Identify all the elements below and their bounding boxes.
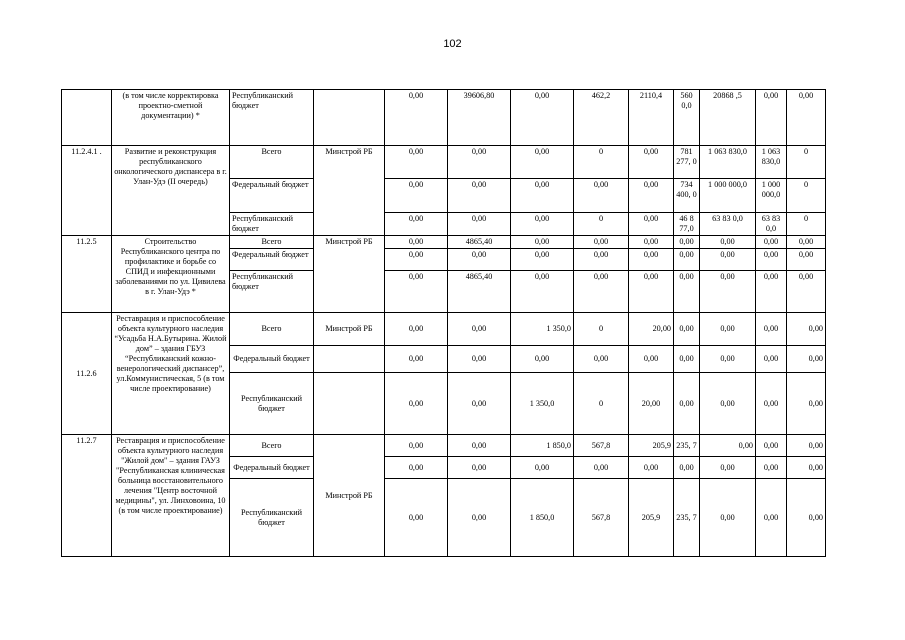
value-cell: 4865,40	[448, 236, 511, 249]
value-cell: 0,00	[756, 313, 787, 346]
value-cell: 63 83 0,0	[756, 213, 787, 236]
table-row	[62, 90, 826, 146]
value-cell: 0,00	[448, 479, 511, 557]
value-cell: 0,00	[511, 179, 574, 213]
value-cell: 0,00	[787, 373, 826, 435]
code-cell: 11.2.7	[62, 435, 112, 557]
value-cell: 0,00	[511, 146, 574, 179]
value-cell: 46 8 77,0	[674, 213, 700, 236]
measure-name-cell: Строительство Республиканского центра по профилактике и борьбе со СПИД и инфекционными заболеваниями по ул. Цивилева в г. Улан-Удэ *	[112, 236, 230, 313]
value-cell: 0,00	[448, 373, 511, 435]
value-cell: 0,00	[385, 457, 448, 479]
executor-cell: Минстрой РБ	[314, 236, 385, 313]
value-cell: 0	[787, 179, 826, 213]
code-cell: 11.2.6	[62, 313, 112, 435]
value-cell: 0,00	[674, 313, 700, 346]
value-cell: 1 063 830,0	[756, 146, 787, 179]
value-cell: 39606,80	[448, 90, 511, 146]
funding-source-cell: Всего	[230, 236, 314, 249]
funding-source-cell: Всего	[230, 313, 314, 346]
value-cell: 734 400, 0	[674, 179, 700, 213]
value-cell: 0,00	[385, 271, 448, 313]
value-cell: 205,9	[629, 435, 674, 457]
value-cell: 0,00	[511, 236, 574, 249]
value-cell: 0,00	[574, 179, 629, 213]
value-cell: 0,00	[787, 313, 826, 346]
value-cell: 0,00	[574, 236, 629, 249]
value-cell: 0,00	[674, 457, 700, 479]
executor-cell	[314, 373, 385, 435]
value-cell: 0,00	[787, 90, 826, 146]
value-cell: 0,00	[756, 435, 787, 457]
value-cell: 0,00	[511, 90, 574, 146]
value-cell: 1 850,0	[511, 479, 574, 557]
value-cell: 0,00	[787, 271, 826, 313]
value-cell: 0,00	[700, 373, 756, 435]
value-cell: 0	[787, 146, 826, 179]
code-cell: 11.2.4.1 .	[62, 146, 112, 236]
funding-source-cell: Республиканский бюджет	[230, 213, 314, 236]
value-cell: 0,00	[787, 249, 826, 271]
value-cell: 0,00	[629, 271, 674, 313]
value-cell: 0,00	[511, 271, 574, 313]
value-cell: 560 0,0	[674, 90, 700, 146]
value-cell: 0,00	[511, 213, 574, 236]
executor-cell: Минстрой РБ	[314, 435, 385, 557]
value-cell: 0,00	[787, 346, 826, 373]
funding-source-cell: Федеральный бюджет	[230, 346, 314, 373]
value-cell: 0,00	[385, 313, 448, 346]
funding-source-cell: Республиканский бюджет	[230, 373, 314, 435]
value-cell: 0,00	[787, 435, 826, 457]
funding-source-cell: Всего	[230, 435, 314, 457]
value-cell: 0,00	[385, 373, 448, 435]
value-cell: 0,00	[756, 457, 787, 479]
value-cell: 0,00	[674, 271, 700, 313]
value-cell: 781 277, 0	[674, 146, 700, 179]
value-cell: 0,00	[448, 179, 511, 213]
value-cell: 0	[574, 213, 629, 236]
measure-name-cell: Развитие и реконструкция республиканского онкологического диспансера в г. Улан-Удэ (II очередь)	[112, 146, 230, 236]
value-cell: 20,00	[629, 313, 674, 346]
executor-cell	[314, 90, 385, 146]
value-cell: 0,00	[448, 346, 511, 373]
value-cell: 0,00	[787, 479, 826, 557]
value-cell: 0,00	[629, 249, 674, 271]
funding-source-cell: Республиканский бюджет	[230, 271, 314, 313]
value-cell: 0,00	[574, 346, 629, 373]
value-cell: 462,2	[574, 90, 629, 146]
value-cell: 0,00	[448, 313, 511, 346]
value-cell: 0,00	[385, 249, 448, 271]
value-cell: 0,00	[756, 90, 787, 146]
value-cell: 1 063 830,0	[700, 146, 756, 179]
budget-table	[61, 89, 826, 557]
value-cell: 0,00	[385, 236, 448, 249]
value-cell: 20,00	[629, 373, 674, 435]
value-cell: 0,00	[700, 435, 756, 457]
value-cell: 205,9	[629, 479, 674, 557]
value-cell: 0,00	[700, 249, 756, 271]
value-cell: 0,00	[756, 373, 787, 435]
funding-source-cell: Всего	[230, 146, 314, 179]
value-cell: 1 000 000,0	[756, 179, 787, 213]
value-cell: 0,00	[385, 479, 448, 557]
value-cell: 567,8	[574, 479, 629, 557]
value-cell: 0,00	[700, 479, 756, 557]
value-cell: 0,00	[756, 249, 787, 271]
value-cell: 2110,4	[629, 90, 674, 146]
table-row	[62, 236, 826, 249]
value-cell: 0,00	[385, 213, 448, 236]
executor-cell: Минстрой РБ	[314, 146, 385, 236]
value-cell: 0,00	[700, 236, 756, 249]
value-cell: 0,00	[448, 146, 511, 179]
value-cell: 0,00	[700, 313, 756, 346]
value-cell: 1 350,0	[511, 373, 574, 435]
value-cell: 0,00	[385, 435, 448, 457]
value-cell: 0,00	[385, 90, 448, 146]
code-cell	[62, 90, 112, 146]
value-cell: 0,00	[674, 249, 700, 271]
code-cell: 11.2.5	[62, 236, 112, 313]
value-cell: 63 83 0,0	[700, 213, 756, 236]
value-cell: 0,00	[629, 346, 674, 373]
value-cell: 235, 7	[674, 479, 700, 557]
value-cell: 0	[787, 213, 826, 236]
value-cell: 0,00	[385, 179, 448, 213]
measure-name-cell: Реставрация и приспособление объекта культурного наследия “Усадьба Н.А.Бутырина. Жилой дом” – здания ГБУЗ “Республиканский кожно-венерологический диспансер”, ул.Коммунистическая, 5 (в том числе проектирование)	[112, 313, 230, 435]
funding-source-cell: Федеральный бюджет	[230, 179, 314, 213]
value-cell: 1 350,0	[511, 313, 574, 346]
value-cell: 1 850,0	[511, 435, 574, 457]
value-cell: 0,00	[448, 213, 511, 236]
value-cell: 0,00	[700, 457, 756, 479]
value-cell: 0,00	[385, 346, 448, 373]
value-cell: 0,00	[629, 146, 674, 179]
value-cell: 0,00	[674, 236, 700, 249]
value-cell: 0,00	[629, 457, 674, 479]
value-cell: 0,00	[674, 373, 700, 435]
table-row	[62, 435, 826, 457]
funding-source-cell: Республиканский бюджет	[230, 90, 314, 146]
value-cell: 0,00	[700, 346, 756, 373]
value-cell: 0,00	[787, 236, 826, 249]
page-number: 102	[443, 38, 462, 50]
value-cell: 4865,40	[448, 271, 511, 313]
value-cell: 0,00	[629, 236, 674, 249]
value-cell: 567,8	[574, 435, 629, 457]
funding-source-cell: Республиканский бюджет	[230, 479, 314, 557]
value-cell: 0,00	[756, 479, 787, 557]
value-cell: 0,00	[629, 179, 674, 213]
value-cell: 235, 7	[674, 435, 700, 457]
value-cell: 1 000 000,0	[700, 179, 756, 213]
value-cell: 0,00	[574, 271, 629, 313]
funding-source-cell: Федеральный бюджет	[230, 249, 314, 271]
value-cell: 0,00	[787, 457, 826, 479]
measure-name-cell: (в том числе корректировка проектно-сметной документации) *	[112, 90, 230, 146]
value-cell: 0,00	[385, 146, 448, 179]
value-cell: 0,00	[756, 271, 787, 313]
value-cell: 0,00	[629, 213, 674, 236]
value-cell: 0,00	[448, 435, 511, 457]
value-cell: 0,00	[756, 346, 787, 373]
value-cell: 20868 ,5	[700, 90, 756, 146]
value-cell: 0,00	[574, 457, 629, 479]
table-row	[62, 313, 826, 346]
value-cell: 0,00	[511, 346, 574, 373]
value-cell: 0,00	[700, 271, 756, 313]
value-cell: 0,00	[448, 457, 511, 479]
executor-cell	[314, 346, 385, 373]
value-cell: 0,00	[574, 249, 629, 271]
measure-name-cell: Реставрация и приспособление объекта культурного наследия "Жилой дом" – здания ГАУЗ "Республиканская клиническая больница восстановительного лечения "Центр восточной медицины", ул. Линховоина, 10 (в том числе проектирование)	[112, 435, 230, 557]
value-cell: 0,00	[756, 236, 787, 249]
value-cell: 0,00	[511, 249, 574, 271]
executor-cell: Минстрой РБ	[314, 313, 385, 346]
value-cell: 0	[574, 373, 629, 435]
value-cell: 0,00	[511, 457, 574, 479]
value-cell: 0,00	[448, 249, 511, 271]
value-cell: 0,00	[674, 346, 700, 373]
value-cell: 0	[574, 146, 629, 179]
value-cell: 0	[574, 313, 629, 346]
table-row	[62, 146, 826, 179]
funding-source-cell: Федеральный бюджет	[230, 457, 314, 479]
